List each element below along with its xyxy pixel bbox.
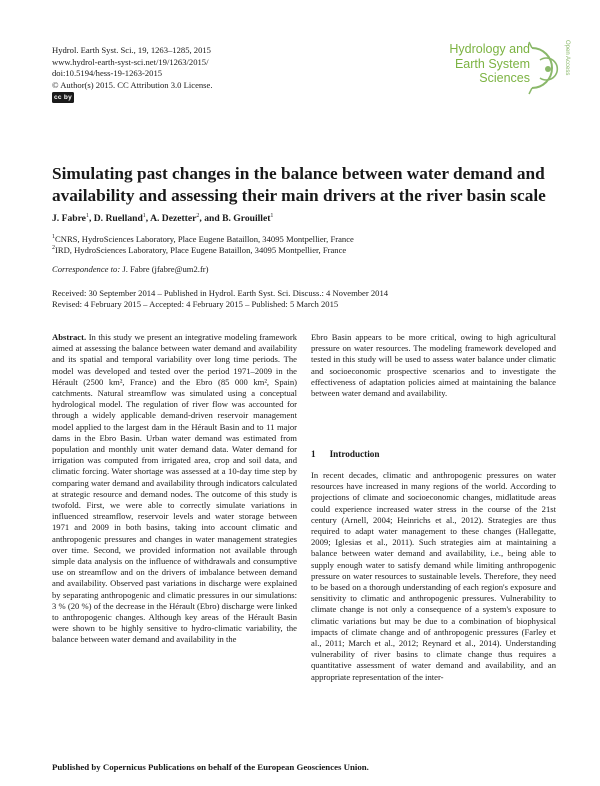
journal-name-line: Sciences <box>479 71 530 85</box>
cc-license-badge[interactable] <box>52 92 74 103</box>
revised-dates: Revised: 4 February 2015 – Accepted: 4 February 2015 – Published: 5 March 2015 <box>52 299 339 309</box>
citation-journal-line: Hydrol. Earth Syst. Sci., 19, 1263–1285, 2015 <box>52 45 211 55</box>
author-name: A. Dezetter <box>150 213 197 225</box>
affiliation-mark: 2 <box>52 245 55 252</box>
open-access-label: Open Access <box>564 40 570 76</box>
affiliation <box>52 234 354 244</box>
citation-license-line: © Author(s) 2015. CC Attribution 3.0 License. <box>52 79 213 90</box>
affiliation-text: IRD, HydroSciences Laboratory, Place Eugene Bataillon, 34095 Montpellier, France <box>55 245 347 255</box>
citation-doi-line[interactable]: doi:10.5194/hess-19-1263-2015 <box>52 68 163 79</box>
author-affiliation-mark: 1 <box>270 213 274 219</box>
citation-url-line[interactable]: www.hydrol-earth-syst-sci.net/19/1263/2015/ <box>52 56 209 67</box>
journal-name-line: Hydrology and <box>449 42 530 56</box>
author-name: J. Fabre <box>52 213 86 225</box>
author-name: D. Ruelland <box>93 213 143 225</box>
citation-block <box>52 45 302 91</box>
abstract-label: Abstract. <box>52 332 87 342</box>
affiliation-text: CNRS, HydroSciences Laboratory, Place Eugene Bataillon, 34095 Montpellier, France <box>55 234 354 244</box>
correspondence-contact[interactable]: J. Fabre (jfabre@um2.fr) <box>122 264 209 274</box>
affiliation-mark: 1 <box>52 234 55 241</box>
author-affiliation-mark: 1 <box>142 213 146 219</box>
paper-title: Simulating past changes in the balance between water demand and availability and assessing their main drivers at the river basin scale <box>52 164 546 205</box>
author-affiliation-mark: 1 <box>85 213 89 219</box>
author-list: J. Fabre$^1$, D. Ruelland$^1$, A. Dezetter$^2$, and B. Grouillet$^1$ <box>52 213 274 225</box>
publisher-footer: Published by Copernicus Publications on behalf of the European Geosciences Union. <box>52 762 369 772</box>
correspondence <box>52 264 209 274</box>
cc-badge-text: cc by <box>53 94 73 101</box>
received-dates: Received: 30 September 2014 – Published in Hydrol. Earth Syst. Sci. Discuss.: 4 November 2014 <box>52 288 389 298</box>
section-number: 1 <box>311 449 316 459</box>
author-name: B. Grouillet <box>222 213 271 225</box>
section-title: Introduction <box>329 449 380 459</box>
abstract-continued: Ebro Basin appears to be more critical, owing to high agricultural pressure on water resources. The modeling framework developed and tested in this study will be used to assess water balance under climatic and socioeconomic prospective scenarios and to investigate the effectiveness of adaptation policies aimed at maintaining the balance between water demand and availability. <box>311 332 556 399</box>
journal-name-line: Earth System <box>454 56 530 71</box>
author-affiliation-mark: 2 <box>196 213 200 219</box>
abstract-text: In this study we present an integrative modeling framework aimed at assessing the balance between water demand and availability and its spatial and temporal variability over long time periods. The model was developed and tested over the period 1971–2009 in the Hérault (2500 km², France) and the Ebro (85 000 km², Spain) catchments. Natural streamflow was simulated using a conceptual hydrological model. The regulation of river flow was accounted for through a widely applicable demand-driven reservoir management model applied to the largest dam in the Hérault Basin and to 11 major dams in the Ebro Basin. Urban water demand was estimated from population and monthly unit water demand data. Water demand for irrigation was computed from irrigated area, crop and soil data, and climatic forcing. Water shortage was assessed at a 10-day time step by comparing water demand and availability through indicators calculated at strategic resource and demand nodes. The outcome of this study is twofold. First, we were able to correctly simulate variations in influenced streamflow, reservoir levels and water storage between 1971 and 2009 in both basins, taking into account climatic and anthropogenic pressures and changes in water management strategies over time. Second, we provided information not available through simple data analysis on the influence of withdrawals and consumptive use on streamflow and on the drivers of imbalance between demand and availability. Observed past variations in discharge were explained by separating anthropogenic and climatic pressures in our simulations: 3 % (20 %) of the decrease in the Hérault (Ebro) discharge were linked to anthropogenic changes. Although key areas of the Hérault Basin were shown to be highly sensitive to hydro-climatic variability, the balance between water demand and availability in the <box>52 332 297 645</box>
introduction-text: In recent decades, climatic and anthropogenic pressures on water resources have increased in many regions of the world. According to projections of climate and socioeconomic changes, midlatitude areas could experience increased water stress in the course of the 21st century (Arnell, 2004; Heinrichs et al., 2012). Strategies are thus required to adapt water management to these changes (Hallegatte, 2009; Iglesias et al., 2011). Such strategies aim at maintaining a balance between water demand and availability, i.e., being able to supply enough water to satisfy demand while limiting anthropogenic pressure on water resources to sustainable levels. Therefore, they need to be based on a thorough understanding of each region's exposure and sensitivity to climatic and anthropogenic pressures. Vulnerability to climate change is not only a consequence of a system's exposure to climatic variations but may be due to a combination of biophysical impacts of climate change and of anthropogenic pressures (Farley et al., 2011; March et al., 2012; Reynard et al., 2014). Understanding vulnerability of river basins to climate change thus requires a quantitative assessment of water demand and availability, and an appropriate representation of the inter- <box>311 470 556 682</box>
affiliation <box>52 245 346 255</box>
correspondence-label: Correspondence to: <box>52 264 121 274</box>
section-heading <box>311 449 393 459</box>
journal-name <box>410 42 530 86</box>
abstract <box>52 332 297 646</box>
